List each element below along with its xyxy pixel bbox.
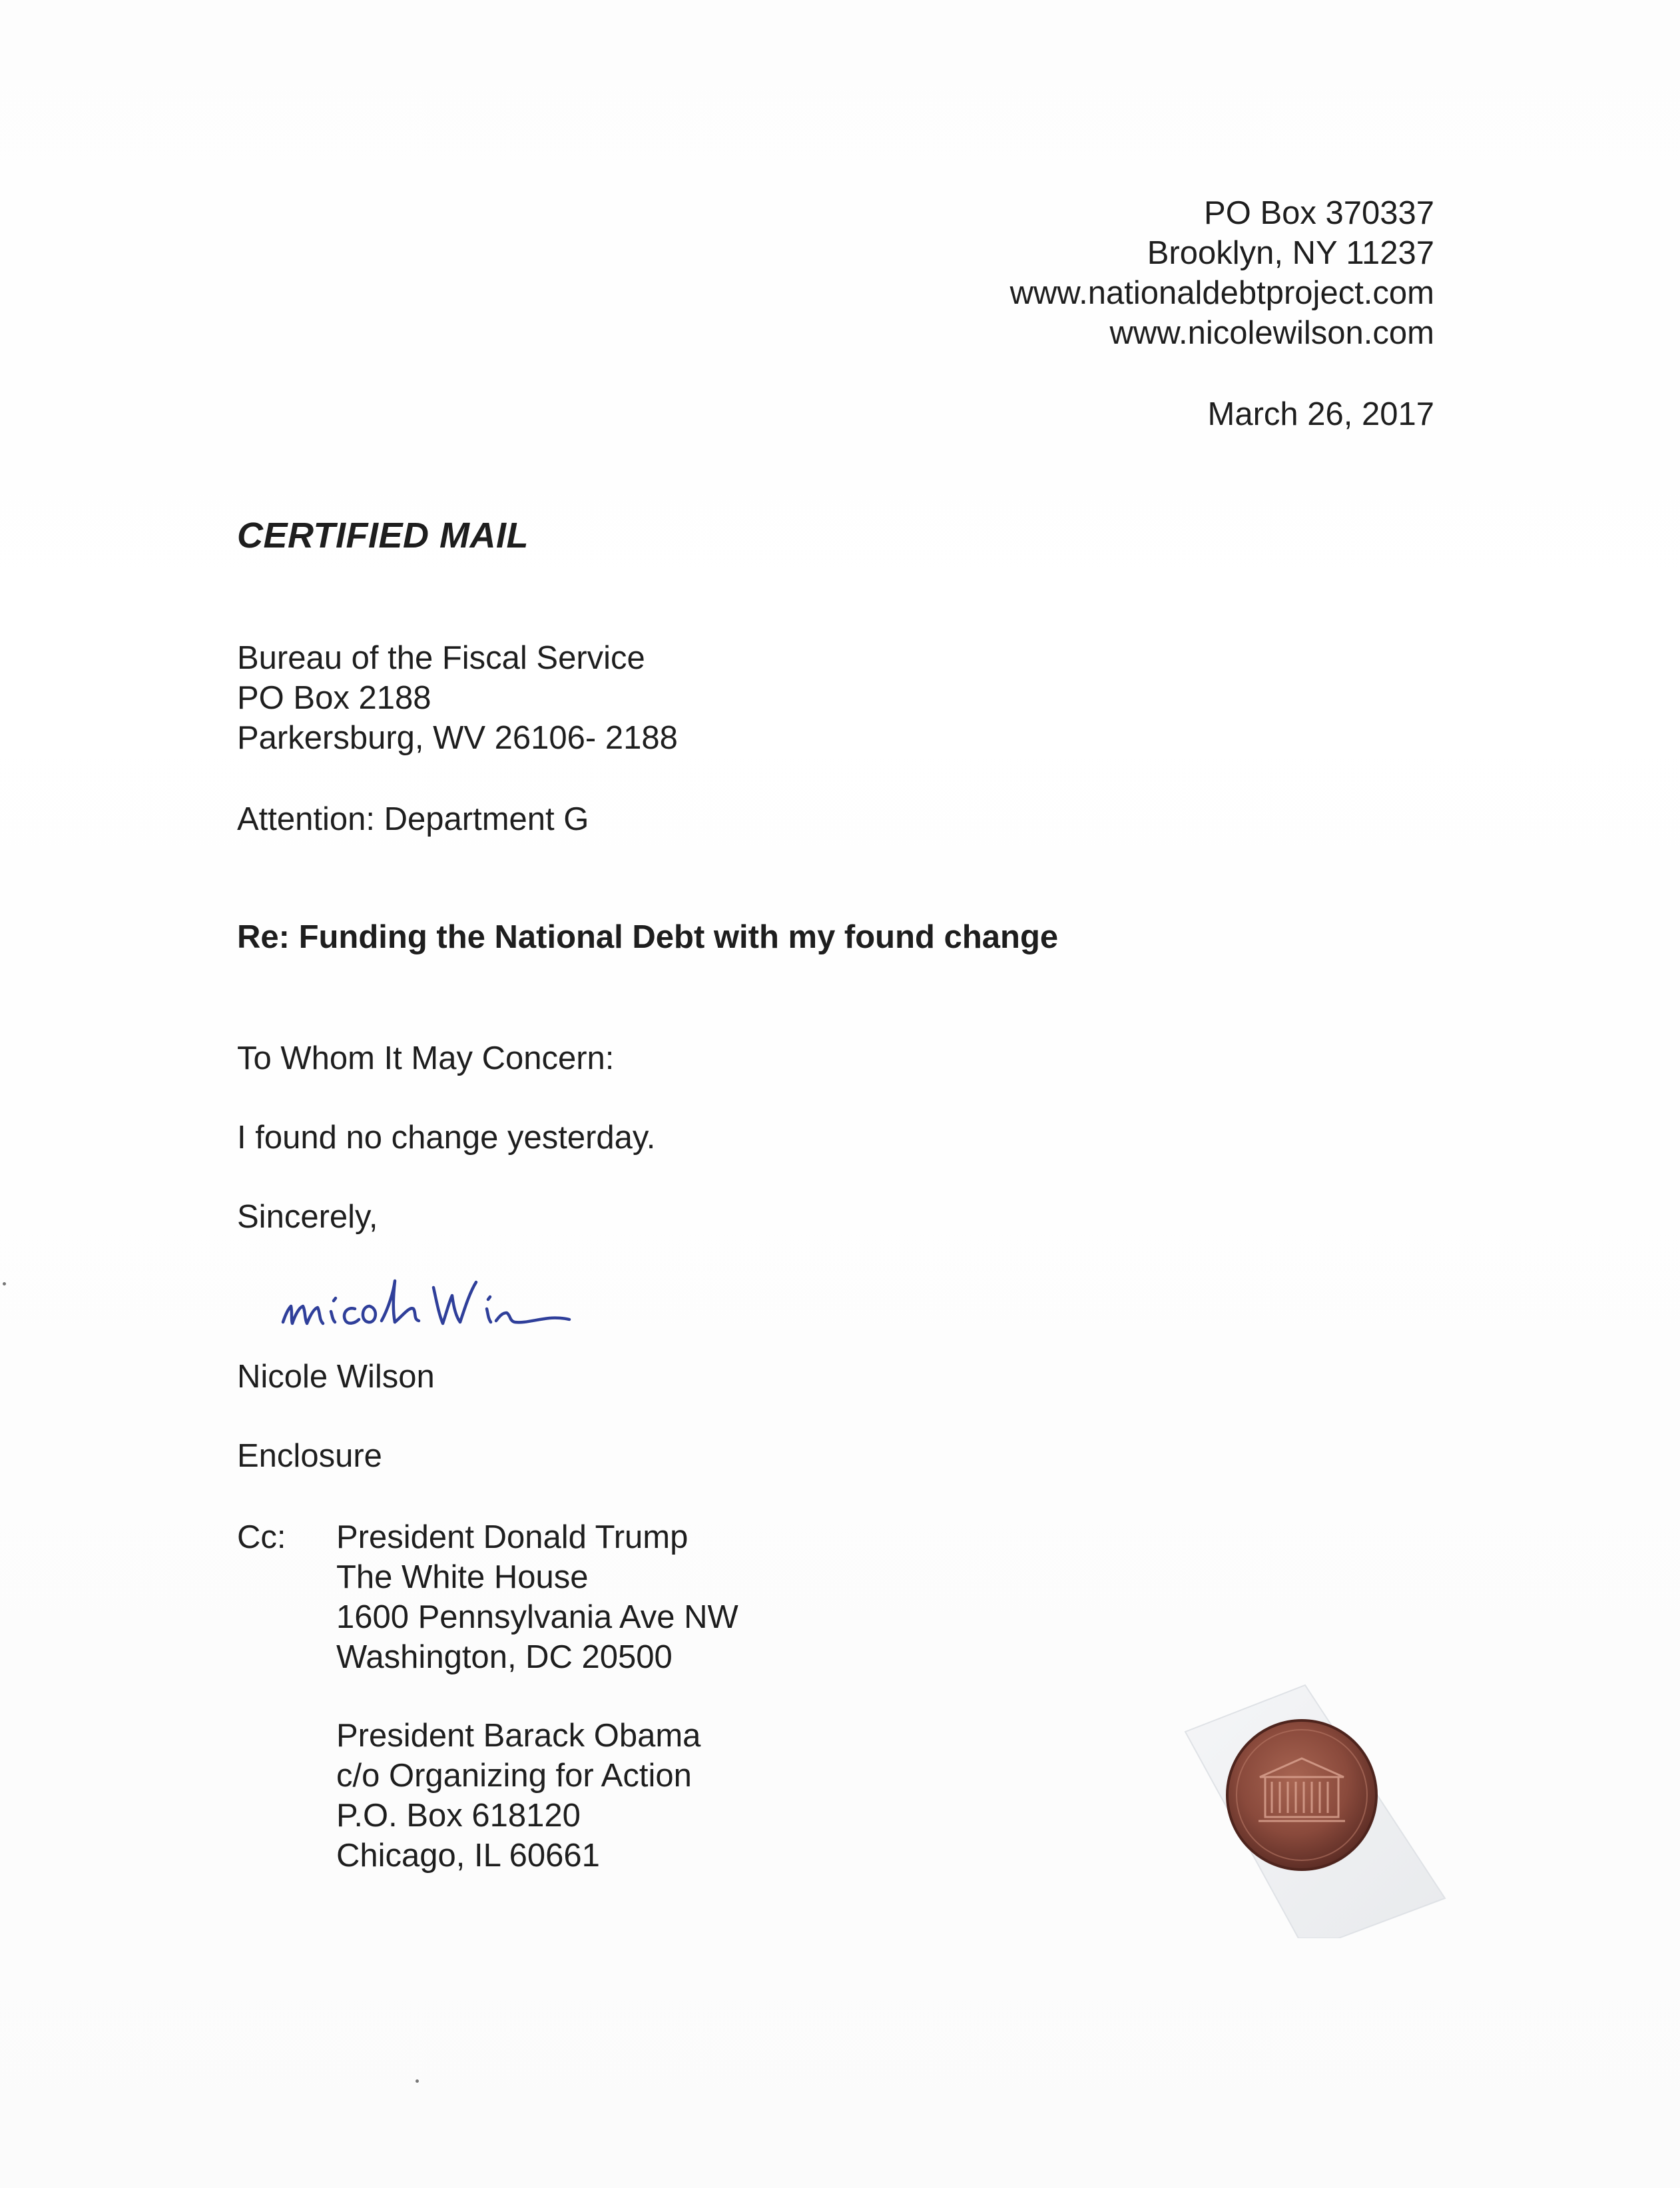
sender-city-state: Brooklyn, NY 11237	[1147, 235, 1434, 271]
cc-line: 1600 Pennsylvania Ave NW	[336, 1599, 738, 1635]
enclosure-note: Enclosure	[237, 1438, 382, 1474]
signer-name: Nicole Wilson	[237, 1359, 435, 1395]
recipient-po-box: PO Box 2188	[237, 680, 431, 716]
recipient-address-block	[237, 638, 678, 758]
sender-website-1: www.nationaldebtproject.com	[1009, 275, 1434, 311]
letter-body: I found no change yesterday.	[237, 1120, 656, 1156]
subject-line: Re: Funding the National Debt with my found change	[237, 919, 1059, 955]
salutation: To Whom It May Concern:	[237, 1040, 615, 1076]
cc-recipient-trump	[336, 1517, 738, 1677]
sender-address-block	[1010, 193, 1434, 353]
scan-speck	[416, 2079, 419, 2083]
closing: Sincerely,	[237, 1199, 378, 1235]
attention-line: Attention: Department G	[237, 801, 589, 837]
scan-speck	[3, 1282, 6, 1285]
cc-line: c/o Organizing for Action	[336, 1758, 692, 1794]
cc-line: P.O. Box 618120	[336, 1798, 581, 1834]
cc-recipient-obama	[336, 1716, 700, 1876]
cc-line: President Donald Trump	[336, 1519, 689, 1555]
recipient-name: Bureau of the Fiscal Service	[237, 640, 645, 676]
sender-website-2: www.nicolewilson.com	[1109, 315, 1434, 351]
cc-line: The White House	[336, 1559, 589, 1595]
recipient-city-state: Parkersburg, WV 26106- 2188	[237, 720, 678, 756]
handwritten-signature	[276, 1262, 583, 1342]
cc-line: President Barack Obama	[336, 1718, 701, 1754]
sender-po-box: PO Box 370337	[1204, 195, 1434, 231]
taped-penny	[1172, 1658, 1452, 1938]
penny-coin	[1227, 1720, 1376, 1870]
cc-label: Cc:	[237, 1519, 286, 1555]
cc-line: Chicago, IL 60661	[336, 1838, 600, 1874]
cc-line: Washington, DC 20500	[336, 1639, 673, 1675]
certified-mail-heading: CERTIFIED MAIL	[237, 516, 529, 555]
letter-date: March 26, 2017	[1207, 396, 1434, 432]
